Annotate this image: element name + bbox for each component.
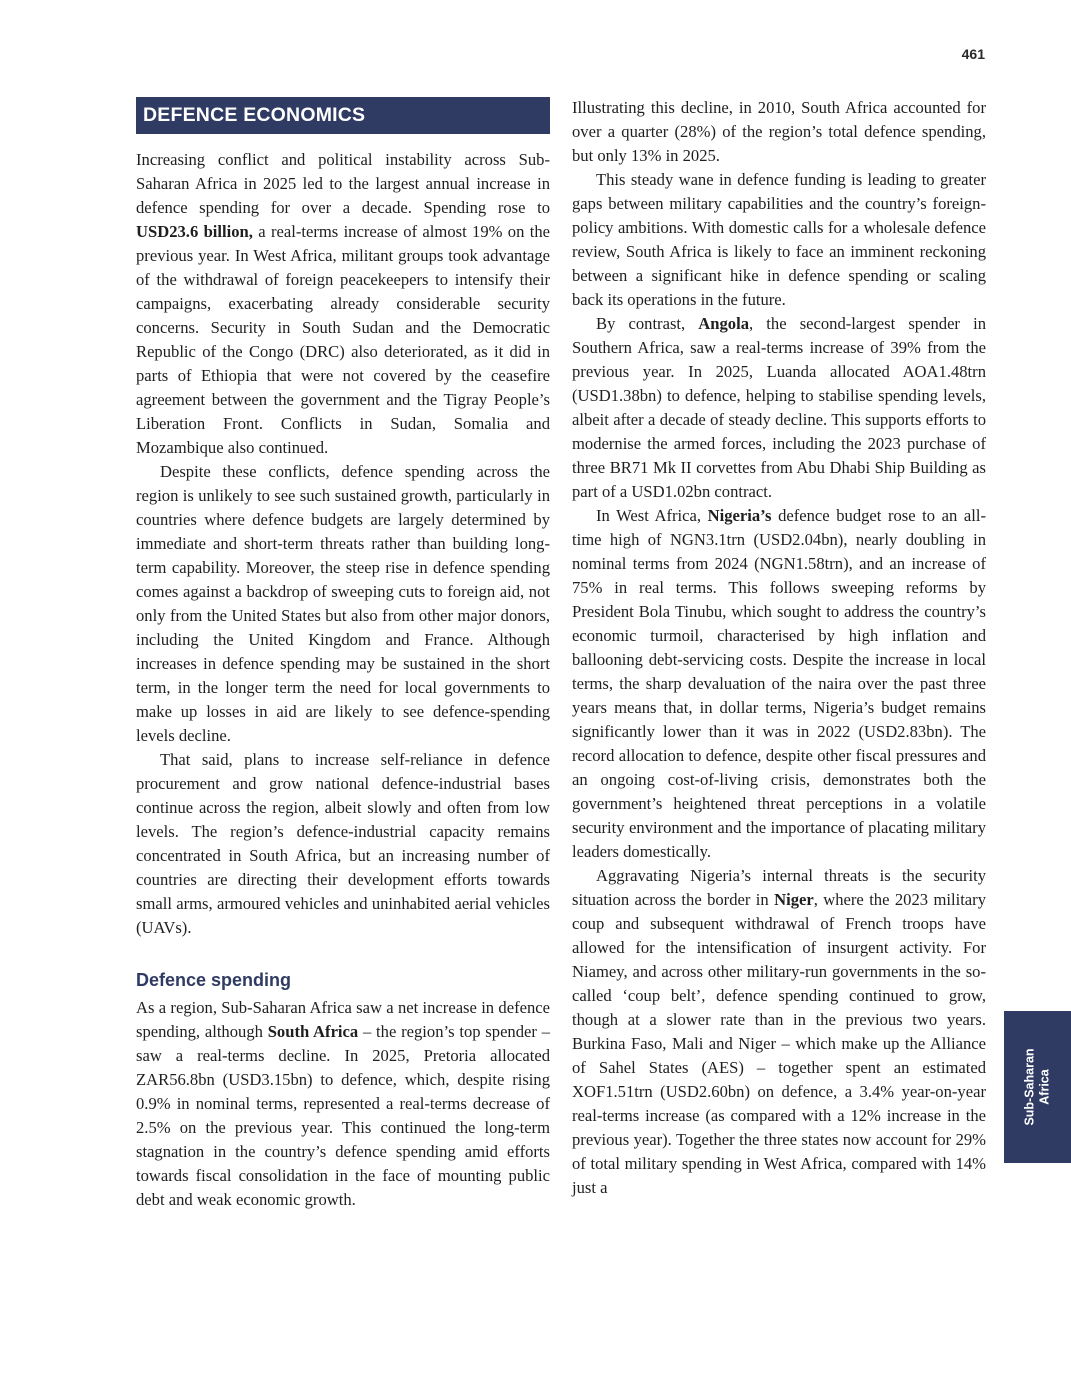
paragraph-funding-wane: This steady wane in defence funding is leading to greater gaps between military capabilities and the country’s foreign-policy ambitions. With domestic calls for a wholesale defence review, South Africa is likely to face an imminent reckoning between a significant hike in defence spending or scaling back its operations in the future. bbox=[572, 170, 986, 309]
bold-figure: USD23.6 billion, bbox=[136, 222, 253, 241]
bold-country: Angola bbox=[698, 314, 750, 333]
section-side-tab bbox=[1004, 1011, 1071, 1163]
paragraph-regional-spending bbox=[136, 996, 550, 1212]
paragraph-intro bbox=[136, 148, 550, 460]
text-run: , where the 2023 military coup and subsequent withdrawal of French troops have allowed for the intensification of insurgent activity. For Niamey, and across other military-run governments in the so-called ‘coup belt’, defence spending continued to grow, though at a slower rate than in the previous two years. Burkina Faso, Mali and Niger – which make up the Alliance of Sahel States (AES) – together spent an estimated XOF1.51trn (USD2.60bn) on defence, a 3.4% year-on-year real-terms increase (as compared with a 12% increase in the previous year). Together the three states now account for 29% of total military spending in West Africa, compared with 14% just a bbox=[572, 890, 986, 1197]
bold-country: South Africa bbox=[267, 1022, 359, 1041]
paragraph-self-reliance: That said, plans to increase self-reliance in defence procurement and grow national defence-industrial bases continue across the region, albeit slowly and often from low levels. The region’s defence-industrial capacity remains concentrated in South Africa, but an increasing number of countries are directing their development efforts towards small arms, armoured vehicles and uninhabited aerial vehicles (UAVs). bbox=[136, 750, 550, 937]
text-run: By contrast, bbox=[596, 314, 699, 333]
paragraph-niger bbox=[572, 864, 986, 1200]
left-column bbox=[136, 97, 550, 1212]
page-number: 461 bbox=[961, 46, 985, 62]
text-run: As a region, Sub-Saharan Africa saw a net increase in defence spending, although bbox=[136, 998, 550, 1041]
side-tab-line: Sub-Saharan bbox=[1022, 1048, 1037, 1126]
side-tab-label bbox=[1023, 1048, 1053, 1125]
side-tab-line: Africa bbox=[1037, 1069, 1052, 1105]
text-run: In West Africa, bbox=[596, 506, 708, 525]
text-run: a real-terms increase of almost 19% on the previous year. In West Africa, militant groups took advantage of the withdrawal of foreign peacekeepers to intensify their campaigns, exacerbating already considerable security concerns. Security in South Sudan and the Democratic Republic of the Congo (DRC) also deteriorated, as it did in parts of Ethiopia that were not covered by the ceasefire agreement between the government and the Tigray People’s Liberation Front. Conflicts in Sudan, Somalia and Mozambique also continued. bbox=[136, 222, 550, 457]
bold-country: Niger bbox=[774, 890, 814, 909]
text-run: – the region’s top spender – saw a real-terms decline. In 2025, Pretoria allocated ZAR56.8bn (USD3.15bn) to defence, which, despite rising 0.9% in nominal terms, represented a real-terms decrease of 2.5% on the previous year. This continued the long-term stagnation in the country’s defence spending amid efforts towards fiscal consolidation in the face of mounting public debt and weak economic growth. bbox=[136, 1022, 550, 1209]
text-run: Increasing conflict and political instability across Sub-Saharan Africa in 2025 led to the largest annual increase in defence spending for over a decade. Spending rose to bbox=[136, 150, 550, 217]
text-run: Aggravating Nigeria’s internal threats is the security situation across the border in bbox=[572, 866, 986, 909]
paragraph-nigeria bbox=[572, 504, 986, 864]
paragraph-angola bbox=[572, 312, 986, 504]
paragraph-conflicts: Despite these conflicts, defence spending across the region is unlikely to see such sustained growth, particularly in countries where defence budgets are largely determined by immediate and short-term threats rather than building long-term capability. Moreover, the steep rise in defence spending comes against a backdrop of sweeping cuts to foreign aid, not only from the United States but also from other major donors, including the United Kingdom and France. Although increases in defence spending may be sustained in the short term, in the longer term the need for local governments to make up losses in aid are likely to see defence-spending levels decline. bbox=[136, 462, 550, 745]
paragraph-south-africa-share: Illustrating this decline, in 2010, South Africa accounted for over a quarter (28%) of the region’s total defence spending, but only 13% in 2025. bbox=[572, 98, 986, 165]
bold-country: Nigeria’s bbox=[707, 506, 772, 525]
text-run: defence budget rose to an all-time high of NGN3.1trn (USD2.04bn), nearly doubling in nominal terms from 2024 (NGN1.58trn), and an increase of 75% in real terms. This follows sweeping reforms by President Bola Tinubu, which sought to address the country’s economic turmoil, characterised by high inflation and ballooning debt-servicing costs. Despite the increase in local terms, the sharp devaluation of the naira over the past three years means that, in dollar terms, Nigeria’s budget remains significantly lower than it was in 2022 (USD2.83bn). The record allocation to defence, despite other fiscal pressures and an ongoing cost-of-living crisis, demonstrates both the government’s heightened threat perceptions in a volatile security environment and the importance of placating military leaders domestically. bbox=[572, 506, 986, 861]
section-title: DEFENCE ECONOMICS bbox=[136, 97, 550, 134]
text-run: , the second-largest spender in Southern Africa, saw a real-terms increase of 39% from the previous year. In 2025, Luanda allocated AOA1.48trn (USD1.38bn) to defence, helping to stabilise spending levels, albeit after a decade of steady decline. This supports efforts to modernise the armed forces, including the 2023 purchase of three BR71 Mk II corvettes from Abu Dhabi Ship Building as part of a USD1.02bn contract. bbox=[572, 314, 986, 501]
right-column bbox=[572, 97, 986, 1200]
subheading-defence-spending: Defence spending bbox=[136, 970, 292, 990]
